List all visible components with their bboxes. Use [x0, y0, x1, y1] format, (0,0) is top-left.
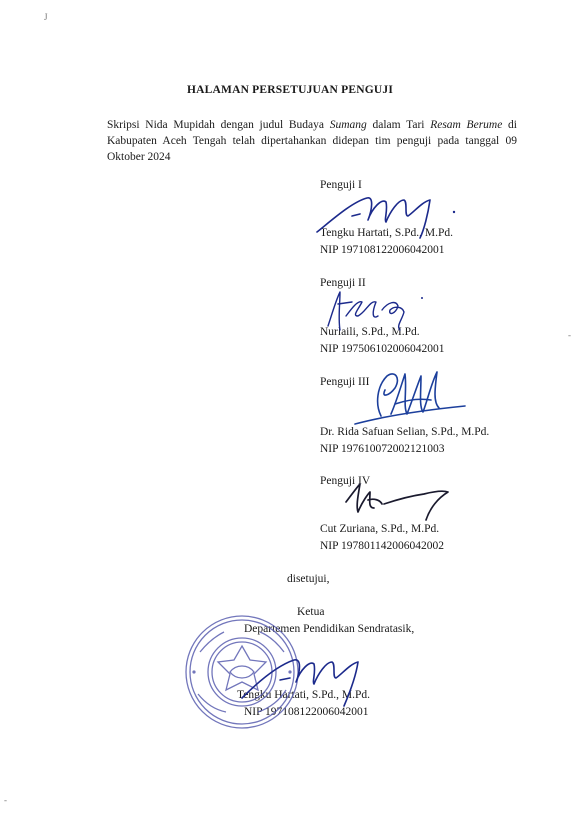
examiner-1-name: Tengku Hartati, S.Pd., M.Pd. [320, 227, 454, 239]
examiner-2-name: Nurlaili, S.Pd., M.Pd. [320, 326, 420, 338]
chair-name: Tengku Hartati, S.Pd., M.Pd. [237, 689, 371, 701]
approval-label: disetujui, [287, 573, 330, 585]
examiner-3-role: Penguji III [320, 376, 370, 388]
page-title: HALAMAN PERSETUJUAN PENGUJI [186, 84, 394, 96]
examiner-3-name: Dr. Rida Safuan Selian, S.Pd., M.Pd. [320, 426, 490, 438]
examiner-2-role: Penguji II [320, 277, 366, 289]
intro-emphasis: Sumang [329, 119, 367, 131]
intro-text: Skripsi Nida Mupidah dengan judul Budaya [107, 119, 330, 131]
examiner-2-nip: NIP 197506102006042001 [320, 343, 445, 355]
department-name: Departemen Pendidikan Sendratasik, [244, 623, 415, 635]
examiner-4-role: Penguji IV [320, 475, 371, 487]
examiner-4-name: Cut Zuriana, S.Pd., M.Pd. [320, 523, 440, 535]
intro-text: di Kabupaten Aceh Tengah telah dipertahankan didepan tim penguji pada tanggal 09 Oktober 2024 [107, 119, 517, 163]
intro-paragraph [107, 117, 517, 165]
intro-emphasis: Resam Berume [430, 119, 503, 131]
intro-text: dalam Tari [366, 119, 431, 131]
chair-nip: NIP 197108122006042001 [244, 706, 369, 718]
examiner-3-nip: NIP 197610072002121003 [320, 443, 445, 455]
examiner-1-nip: NIP 197108122006042001 [320, 244, 445, 256]
chair-position: Ketua [297, 606, 325, 618]
margin-mark: - [568, 330, 571, 340]
margin-mark: - [4, 795, 7, 805]
corner-mark: J [44, 12, 48, 22]
examiner-1-role: Penguji I [320, 179, 362, 191]
examiner-4-nip: NIP 197801142006042002 [320, 540, 445, 552]
